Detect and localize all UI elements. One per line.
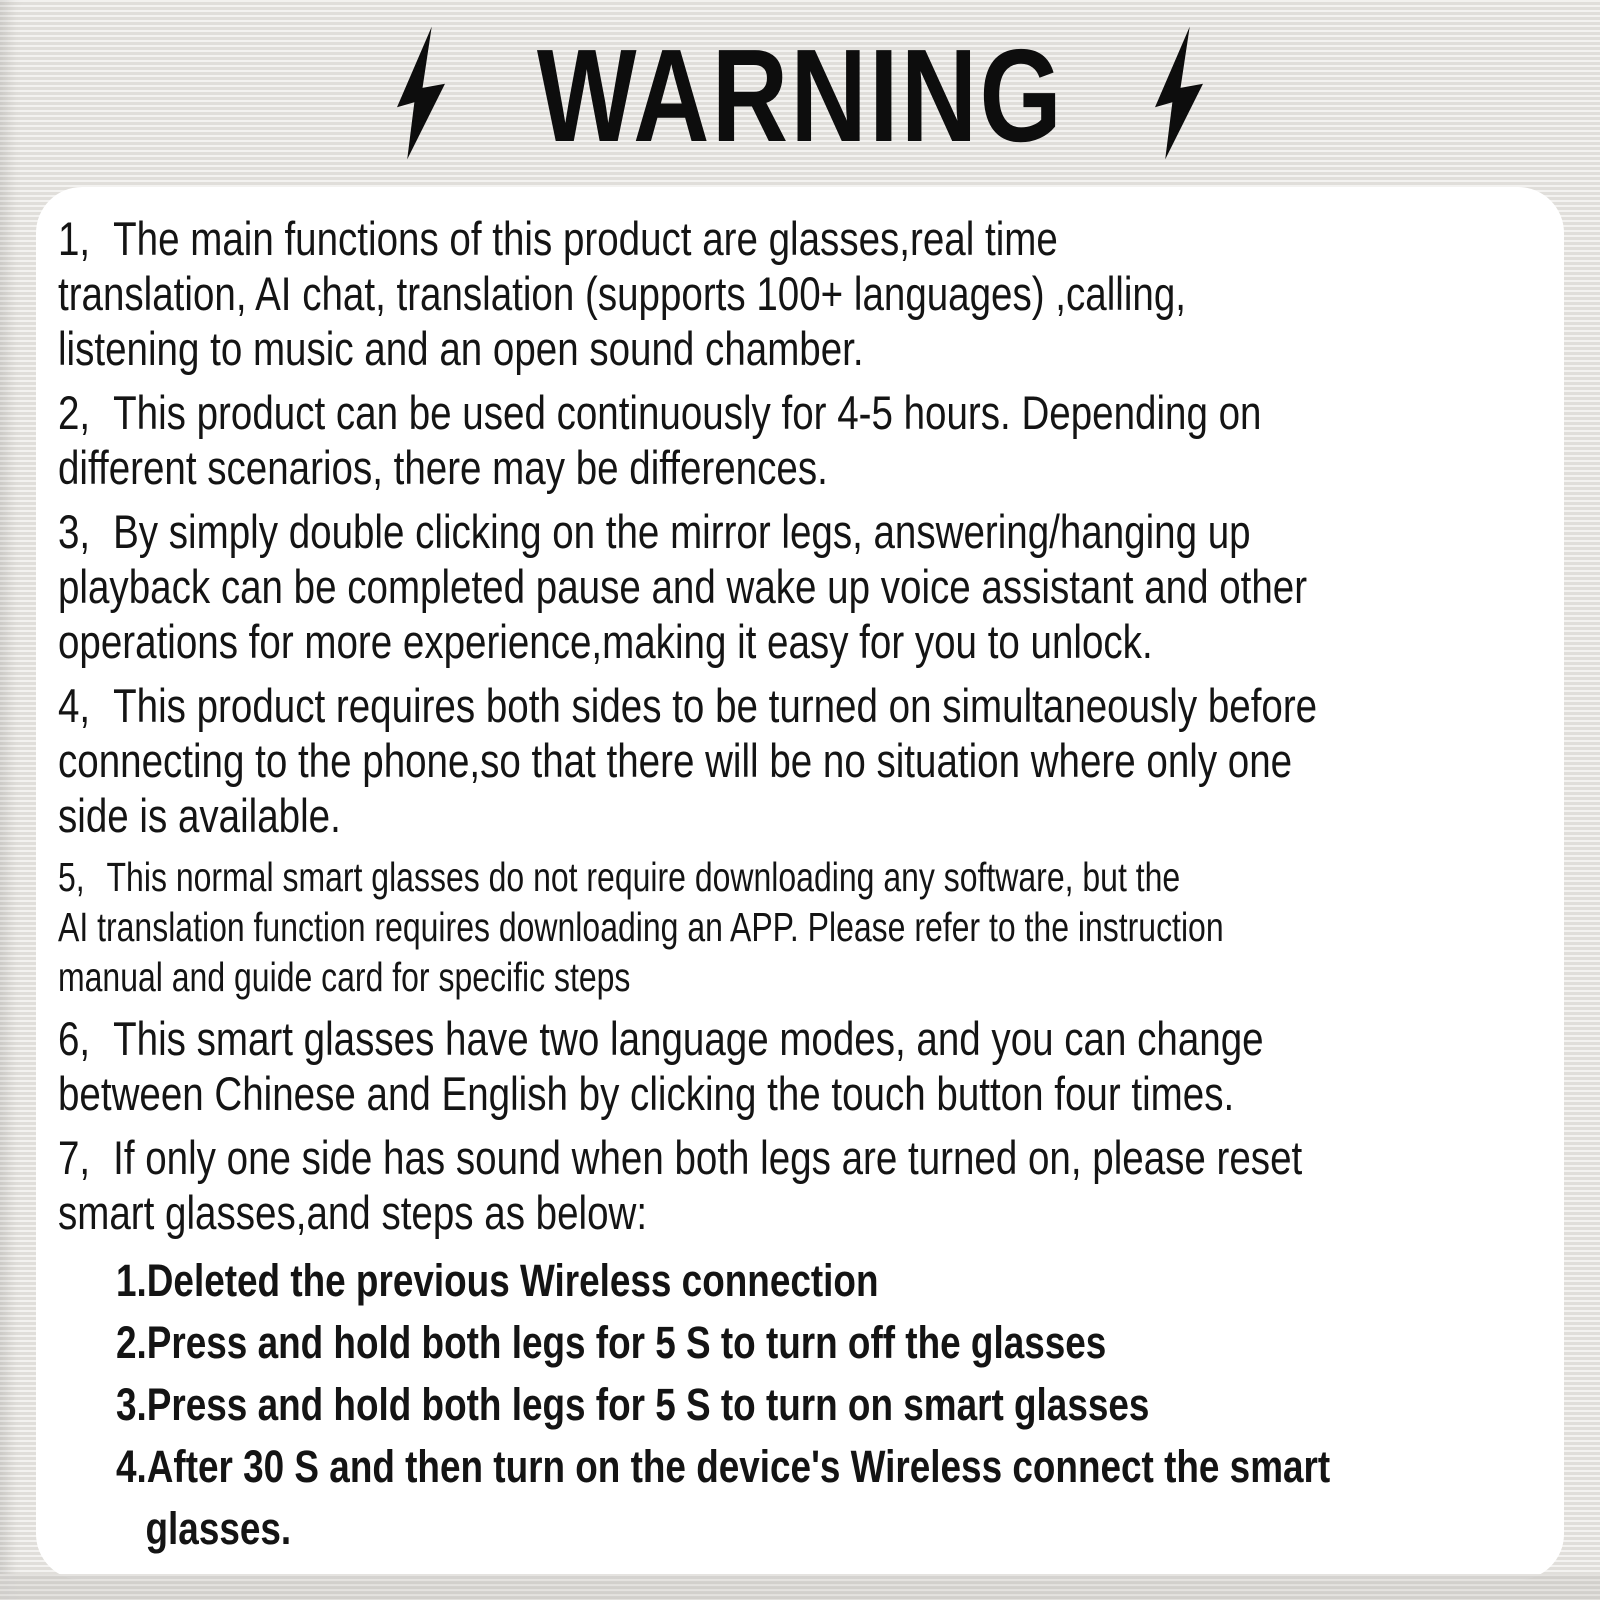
item-text: AI translation function requires downloading an APP. Please refer to the instruction xyxy=(58,904,1224,950)
warning-header xyxy=(0,0,1600,186)
item-text: By simply double clicking on the mirror legs, answering/hanging up xyxy=(113,505,1251,558)
reset-step-4: 4.After 30 S and then turn on the device's Wireless connect the smart xyxy=(116,1441,1331,1492)
item-text: playback can be completed pause and wake up voice assistant and other xyxy=(58,560,1308,613)
warning-item-1 xyxy=(58,211,1278,376)
item-text: manual and guide card for specific steps xyxy=(58,954,631,1000)
item-text: smart glasses,and steps as below: xyxy=(58,1186,648,1239)
item-number: 5, xyxy=(58,854,85,900)
lightning-bolt-icon xyxy=(1155,24,1203,162)
item-text: This product can be used continuously for 4-5 hours. Depending on xyxy=(113,386,1262,439)
reset-steps-list xyxy=(116,1254,1331,1555)
item-number: 7, xyxy=(58,1131,91,1184)
item-number: 2, xyxy=(58,386,91,439)
item-text: This smart glasses have two language modes, and you can change xyxy=(113,1012,1264,1065)
item-text: If only one side has sound when both legs are turned on, please reset xyxy=(113,1131,1303,1184)
item-text: connecting to the phone,so that there will be no situation where only one xyxy=(58,734,1293,787)
item-text: listening to music and an open sound chamber. xyxy=(58,322,864,375)
lightning-bolt-icon xyxy=(397,24,445,162)
item-text: operations for more experience,making it easy for you to unlock. xyxy=(58,615,1153,668)
item-text: translation, AI chat, translation (supports 100+ languages) ,calling, xyxy=(58,267,1186,320)
item-text: This product requires both sides to be turned on simultaneously before xyxy=(113,679,1318,732)
item-text: different scenarios, there may be differences. xyxy=(58,441,828,494)
page-title: WARNING xyxy=(536,22,1064,169)
item-text: This normal smart glasses do not require downloading any software, but the xyxy=(106,854,1181,900)
item-number: 3, xyxy=(58,505,91,558)
item-text: The main functions of this product are glasses,real time xyxy=(113,212,1058,265)
item-number: 1, xyxy=(58,212,91,265)
reset-step-4-continued: glasses. xyxy=(145,1503,292,1554)
warning-item-4 xyxy=(58,678,1318,843)
warning-card xyxy=(36,187,1564,1580)
warning-item-6 xyxy=(58,1011,1278,1121)
item-text: side is available. xyxy=(58,789,341,842)
warning-item-2 xyxy=(58,385,1278,495)
item-text: between Chinese and English by clicking the touch button four times. xyxy=(58,1067,1235,1120)
reset-step-1: 1.Deleted the previous Wireless connection xyxy=(116,1255,879,1306)
reset-step-2: 2.Press and hold both legs for 5 S to turn off the glasses xyxy=(116,1317,1107,1368)
item-number: 6, xyxy=(58,1012,91,1065)
item-number: 4, xyxy=(58,679,91,732)
reset-step-3: 3.Press and hold both legs for 5 S to turn on smart glasses xyxy=(116,1379,1150,1430)
warning-item-5 xyxy=(58,852,1224,1002)
warning-item-7 xyxy=(58,1130,1303,1240)
warning-item-3 xyxy=(58,504,1308,669)
bottom-texture-strip xyxy=(0,1574,1600,1600)
